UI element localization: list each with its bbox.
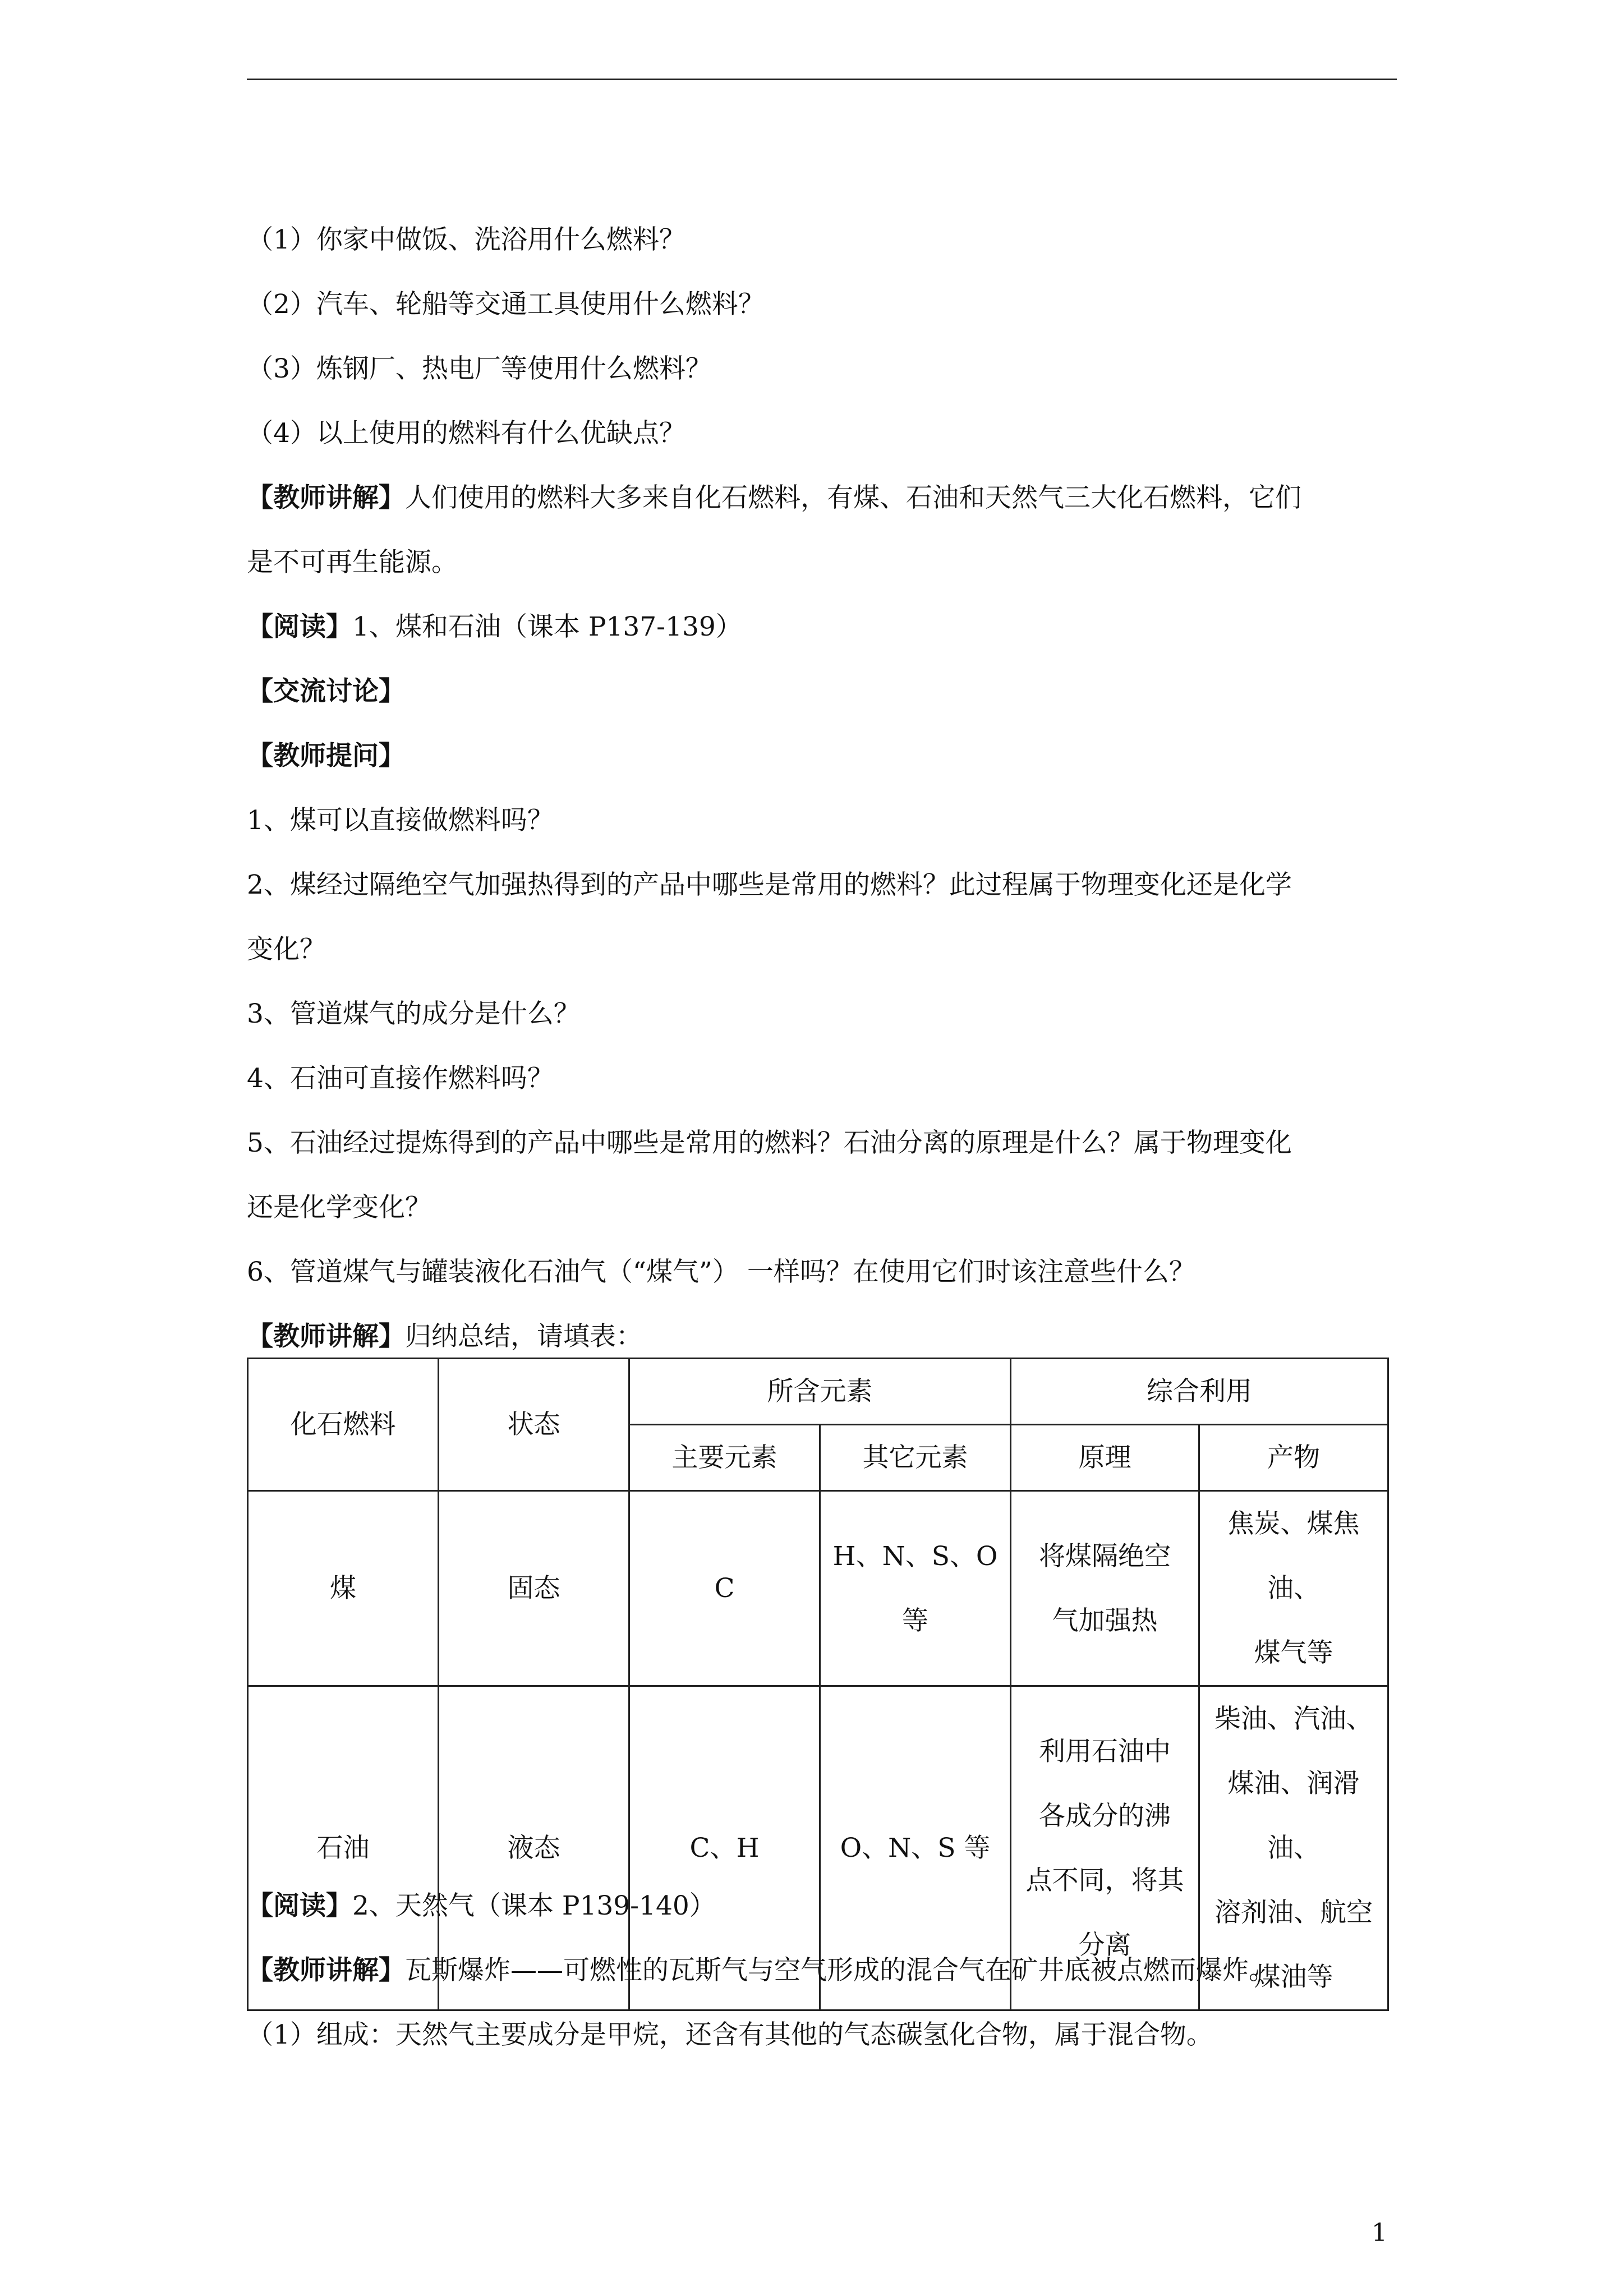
header-main-elements: 主要元素 [629,1425,820,1491]
header-rule [247,79,1397,80]
header-fuel: 化石燃料 [248,1359,439,1491]
header-other-elements: 其它元素 [820,1425,1011,1491]
header-use: 综合利用 [1011,1359,1388,1425]
teacher-explanation: 【教师讲解】人们使用的燃料大多来自化石燃料，有煤、石油和天然气三大化石燃料，它们 [247,482,1301,513]
question-line: （2）汽车、轮船等交通工具使用什么燃料？ [247,289,765,320]
discussion-heading: 【交流讨论】 [247,676,405,707]
lesson-text-bottom [247,1874,1397,2067]
paragraph-line: 变化？ [247,934,326,965]
header-products: 产物 [1199,1425,1388,1491]
cell-fuel: 煤 [248,1491,439,1686]
question-line: 3、管道煤气的成分是什么？ [247,999,580,1029]
section-label: 【教师讲解】 [247,1321,405,1352]
cell-products: 柴油、汽油、 煤油、润滑油、 溶剂油、航空 煤油等 [1199,1686,1388,2010]
reading-line: 【阅读】1、煤和石油（课本 P137-139） [247,611,742,642]
cell-main-elements: C [629,1491,820,1686]
question-line: 5、石油经过提炼得到的产品中哪些是常用的燃料？石油分离的原理是什么？属于物理变化 [247,1128,1292,1158]
table-row [248,1491,1388,1686]
lesson-text-top [247,208,1397,1369]
paragraph-line: 还是化学变化？ [247,1192,431,1223]
cell-state: 固态 [439,1491,629,1686]
question-line: （3）炼钢厂、热电厂等使用什么燃料？ [247,353,712,384]
question-line: 2、煤经过隔绝空气加强热得到的产品中哪些是常用的燃料？此过程属于物理变化还是化学 [247,869,1292,900]
teacher-explanation: 【教师讲解】瓦斯爆炸——可燃性的瓦斯气与空气形成的混合气在矿井底被点燃而爆炸。 [247,1955,1275,1986]
cell-fuel: 石油 [248,1686,439,2010]
table-header-row [248,1359,1388,1425]
paragraph-line: 是不可再生能源。 [247,547,458,578]
question-line: （4）以上使用的燃料有什么优缺点？ [247,418,686,449]
teacher-explanation: 【教师讲解】归纳总结，请填表： [247,1321,642,1352]
section-label: 【阅读】 [247,1890,352,1921]
question-line: 6、管道煤气与罐装液化石油气（“煤气”） 一样吗？在使用它们时该注意些什么？ [247,1257,1195,1287]
section-label: 【阅读】 [247,611,352,642]
section-label: 【教师讲解】 [247,482,405,513]
section-label: 【教师讲解】 [247,1955,405,1986]
cell-other-elements: O、N、S 等 [820,1686,1011,2010]
header-elements: 所含元素 [629,1359,1011,1425]
question-line: （1）你家中做饭、洗浴用什么燃料？ [247,224,686,255]
paragraph-line: （1）组成：天然气主要成分是甲烷，还含有其他的气态碳氢化合物，属于混合物。 [247,2019,1213,2050]
question-line: 4、石油可直接作燃料吗？ [247,1063,554,1094]
cell-principle: 将煤隔绝空 气加强热 [1011,1491,1199,1686]
header-principle: 原理 [1011,1425,1199,1491]
page-number: 1 [1372,2219,1387,2247]
reading-line: 【阅读】2、天然气（课本 P139-140） [247,1890,716,1921]
cell-products: 焦炭、煤焦油、 煤气等 [1199,1491,1388,1686]
header-state: 状态 [439,1359,629,1491]
question-line: 1、煤可以直接做燃料吗？ [247,805,554,836]
cell-principle: 利用石油中 各成分的沸 点不同，将其 分离 [1011,1686,1199,2010]
teacher-question-heading: 【教师提问】 [247,740,405,771]
cell-other-elements: H、N、S、O 等 [820,1491,1011,1686]
cell-state: 液态 [439,1686,629,2010]
cell-main-elements: C、H [629,1686,820,2010]
